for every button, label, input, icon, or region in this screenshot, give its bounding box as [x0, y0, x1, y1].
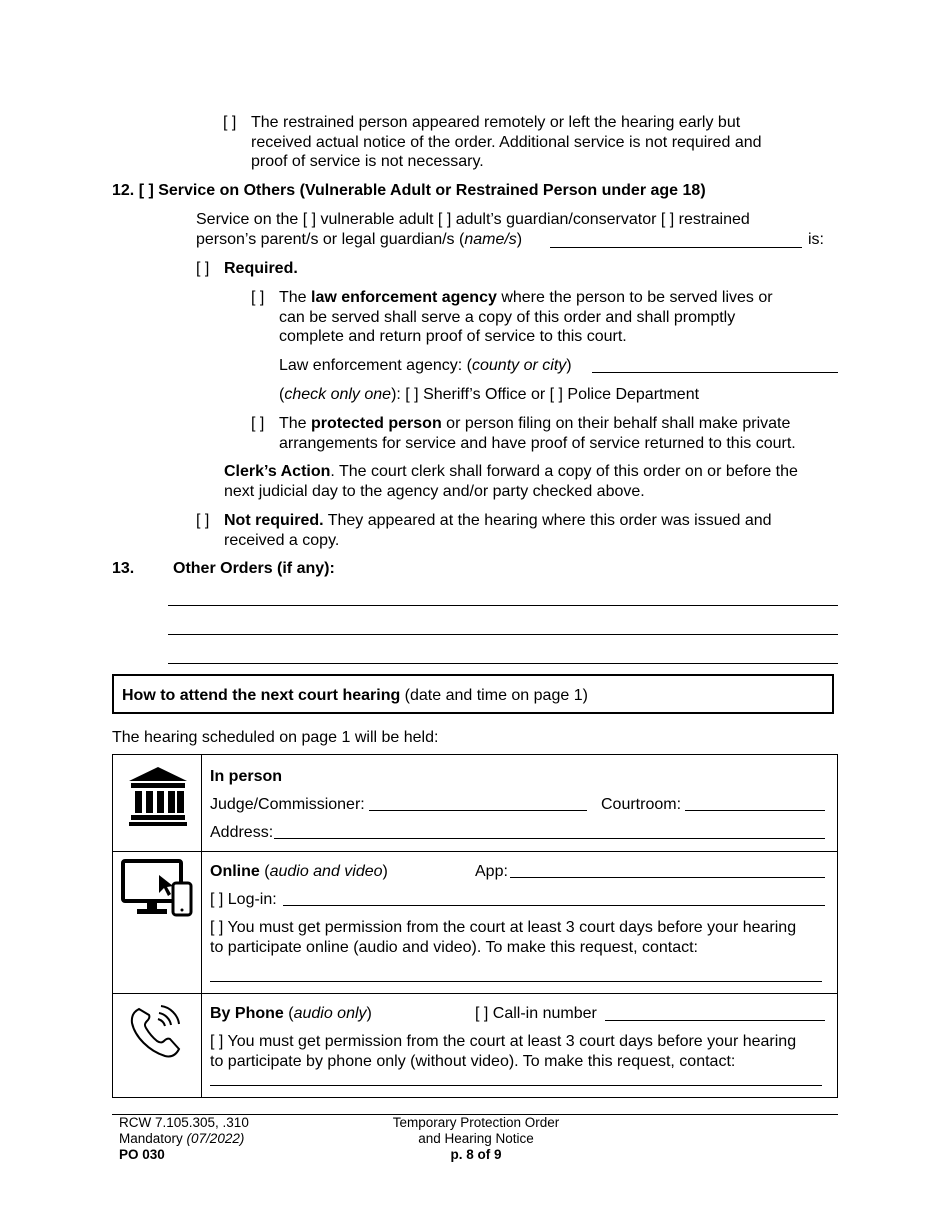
judge-label: Judge/Commissioner: — [210, 796, 365, 813]
protected-person-checkbox[interactable]: [ ] — [251, 415, 265, 432]
remote-checkbox[interactable]: [ ] — [223, 114, 237, 131]
other-orders-line-3[interactable] — [168, 663, 838, 664]
protected-person-text: The protected person or person filing on their behalf shall make private arrangements for service and have proof of service returned to this court. — [279, 415, 796, 452]
law-enforcement-checkbox[interactable]: [ ] — [251, 289, 265, 306]
courtroom-label: Courtroom: — [601, 796, 682, 813]
remote-notice-text: The restrained person appeared remotely or left the hearing early but received actual notice of the order. Additional service is not required and proof of service is not necessary. — [251, 114, 762, 170]
hearing-intro: The hearing scheduled on page 1 will be held: — [112, 729, 439, 746]
login-label[interactable]: [ ] Log-in: — [210, 891, 277, 908]
footer-center: Temporary Protection Order and Hearing Notice p. 8 of 9 — [392, 1115, 560, 1162]
footer-left: RCW 7.105.305, .310 Mandatory (07/2022) PO 030 — [119, 1115, 249, 1162]
callin-label[interactable]: [ ] Call-in number — [475, 1005, 597, 1022]
courtroom-field[interactable] — [685, 810, 825, 811]
not-required-text: Not required. They appeared at the hearing where this order was issued and received a copy. — [224, 512, 772, 549]
section-13-title: Other Orders (if any): — [173, 560, 335, 577]
callin-field[interactable] — [605, 1020, 825, 1021]
address-field[interactable] — [274, 838, 825, 839]
law-enforcement-text: The law enforcement agency where the person to be served lives or can be served shall serve a copy of this order and shall promptly complete and return proof of service to this court. — [279, 289, 773, 345]
judge-field[interactable] — [369, 810, 587, 811]
online-title: Online (audio and video) — [210, 863, 388, 880]
other-orders-line-1[interactable] — [168, 605, 838, 606]
other-orders-line-2[interactable] — [168, 634, 838, 635]
phone-icon — [129, 1003, 185, 1059]
address-label: Address: — [210, 824, 274, 841]
check-only-one-line: (check only one): [ ] Sheriff’s Office or [ ] Police Department — [279, 386, 700, 403]
attend-hearing-box: How to attend the next court hearing (date and time on page 1) — [112, 674, 834, 714]
section-13-number: 13. — [112, 560, 135, 577]
phone-contact-field[interactable] — [210, 1085, 822, 1086]
agency-field[interactable] — [592, 372, 838, 373]
phone-permission-text: [ ] You must get permission from the court at least 3 court days before your hearing to participate by phone only (without video). To make this request, contact: — [210, 1033, 797, 1070]
phone-title: By Phone (audio only) — [210, 1005, 372, 1022]
required-label: Required. — [224, 260, 298, 277]
hearing-method-table — [112, 754, 838, 1098]
service-on-line: Service on the [ ] vulnerable adult [ ] adult’s guardian/conservator [ ] restrained person’s parent/s or legal guardian/s (name/s) is: — [196, 211, 824, 248]
agency-label: Law enforcement agency: (county or city) — [279, 357, 572, 374]
section-12-heading: 12. [ ] Service on Others (Vulnerable Adult or Restrained Person under age 18) — [112, 182, 706, 199]
in-person-title: In person — [210, 768, 283, 785]
courthouse-icon — [127, 765, 189, 827]
required-checkbox[interactable]: [ ] — [196, 260, 210, 277]
not-required-checkbox[interactable]: [ ] — [196, 512, 210, 529]
app-field[interactable] — [510, 877, 825, 878]
login-field[interactable] — [283, 905, 825, 906]
guardian-name-field[interactable] — [550, 232, 802, 248]
online-contact-field[interactable] — [210, 981, 822, 982]
online-permission-text: [ ] You must get permission from the court at least 3 court days before your hearing to participate online (audio and video). To make this request, contact: — [210, 919, 797, 956]
clerks-action-text: Clerk’s Action. The court clerk shall forward a copy of this order on or before the next judicial day to the agency and/or party checked above. — [224, 463, 798, 500]
app-label: App: — [475, 863, 508, 880]
computer-tablet-icon — [121, 859, 195, 919]
